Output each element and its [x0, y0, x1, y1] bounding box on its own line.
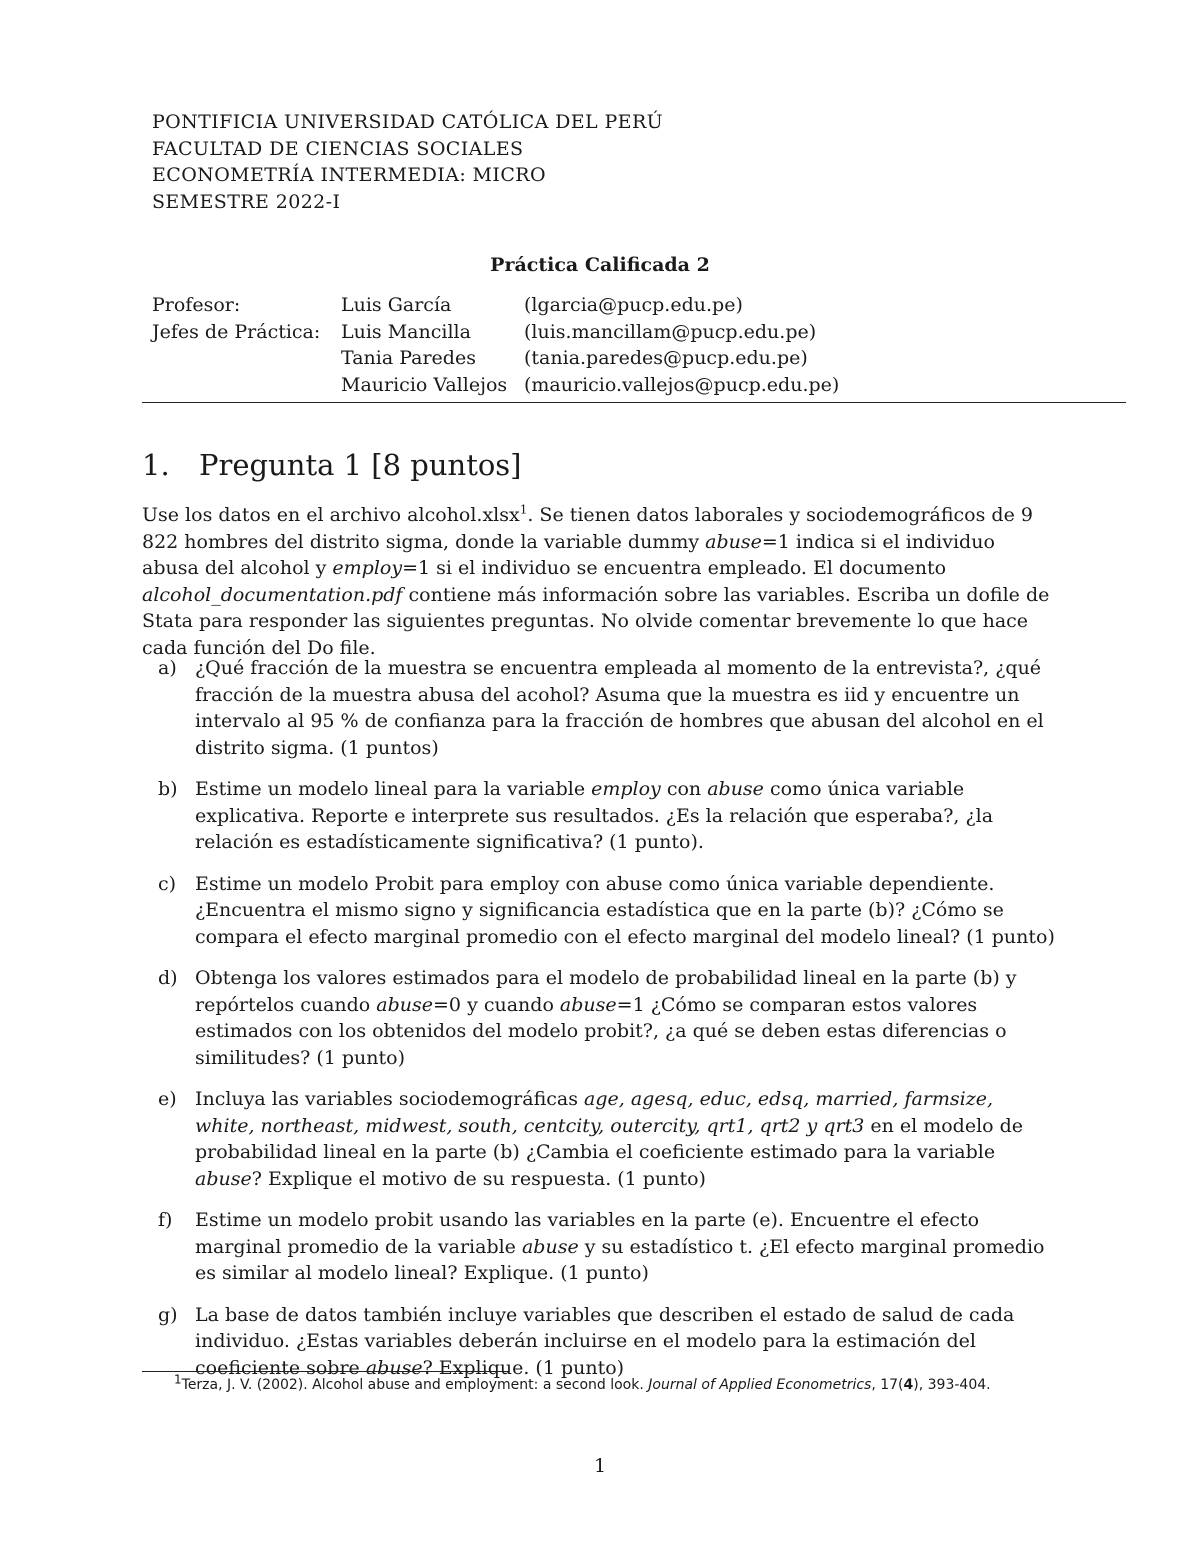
staff-table — [152, 292, 839, 398]
staff-row — [152, 345, 839, 372]
journal-issue: 4 — [903, 1377, 914, 1393]
question-label: d) — [158, 967, 178, 989]
intro-text: . Se tienen datos laborales y sociodemográficos de 9 822 hombres del distrito sigma, donde la variable dummy — [142, 504, 1033, 553]
question-item — [158, 1302, 1058, 1382]
staff-role — [152, 345, 341, 372]
section-title: Pregunta 1 [8 puntos] — [199, 448, 522, 482]
staff-row — [152, 292, 839, 319]
faculty-name: FACULTAD DE CIENCIAS SOCIALES — [152, 137, 524, 160]
variable-name: abuse — [365, 1356, 423, 1379]
intro-text: =1 indica si el individuo abusa del alcohol y — [142, 530, 995, 579]
question-label: a) — [158, 657, 177, 679]
question-item — [158, 965, 1058, 1071]
footnote-ref: 1 — [519, 502, 528, 517]
question-label: c) — [158, 872, 177, 895]
question-text: La base de datos también incluye variables que describen el estado de salud de cada individuo. ¿Estas variables deberán incluirse en el modelo para la estimación del coeficiente sobre abuse? Explique. (1 punto) — [195, 1303, 1015, 1379]
question-text: Estime un modelo Probit para employ con abuse como única variable dependiente. ¿Encuentra el mismo signo y significancia estadística que en la parte (b)? ¿Cómo se compara el efecto marginal promedio con el efecto marginal del modelo lineal? (1 punto) — [195, 872, 1055, 948]
staff-row — [152, 319, 839, 346]
question-item — [158, 776, 1058, 856]
document-name: alcohol_documentation.pdf — [142, 583, 403, 606]
staff-name: Luis García — [341, 294, 452, 316]
variable-name: abuse — [195, 1167, 252, 1190]
question-list — [158, 655, 1058, 1396]
question-item — [158, 1207, 1058, 1287]
exam-title: Práctica Calificada 2 — [490, 254, 710, 276]
staff-email: (mauricio.vallejos@pucp.edu.pe) — [524, 373, 840, 396]
question-text: Estime un modelo probit usando las variables en la parte (e). Encuentre el efecto marginal promedio de la variable abuse y su estadístico t. ¿El efecto marginal promedio es similar al modelo lineal? Explique. (1 punto) — [195, 1209, 1045, 1284]
question-item — [158, 1086, 1058, 1192]
staff-name: Tania Paredes — [341, 347, 476, 369]
section-number: 1. — [142, 448, 170, 482]
question-item — [158, 871, 1058, 951]
question-text: Obtenga los valores estimados para el modelo de probabilidad lineal en la parte (b) y repórtelos cuando abuse=0 y cuando abuse=1 ¿Cómo se comparan estos valores estimados con los obtenidos del modelo probit?, ¿a qué se deben estas diferencias o similitudes? (1 punto) — [195, 967, 1017, 1069]
question-label: f) — [158, 1209, 173, 1231]
page-number: 1 — [593, 1455, 607, 1477]
semester: SEMESTRE 2022-I — [152, 190, 341, 213]
institution-header — [152, 109, 663, 215]
footnote-text: , 17( — [871, 1377, 904, 1393]
variable-name: abuse — [707, 778, 764, 800]
intro-paragraph — [142, 502, 1052, 661]
staff-email: (luis.mancillam@pucp.edu.pe) — [524, 320, 817, 343]
variable-name: abuse — [559, 993, 617, 1016]
intro-text: Use los datos en el archivo alcohol.xlsx — [142, 504, 520, 526]
variable-name: employ — [332, 557, 403, 579]
footnote — [142, 1372, 1072, 1395]
variable-name: abuse — [521, 1235, 579, 1258]
question-label: b) — [158, 778, 178, 800]
footnote-text: ), 393-404. — [913, 1377, 991, 1393]
variable-list: age, agesq, educ, edsq, married, farmsize, white, northeast, midwest, south, centcity, outercity, qrt1, qrt2 y qrt3 — [195, 1088, 993, 1137]
footnote-text: Terza, J. V. (2002). Alcohol abuse and employment: a second look. — [181, 1377, 649, 1393]
intro-text: contiene más información sobre las variables. Escriba un dofile de Stata para responder las siguientes preguntas. No olvide comentar brevemente lo que hace cada función del Do file. — [142, 583, 1050, 659]
journal-name: Journal of Applied Econometrics — [648, 1377, 872, 1393]
question-text: Incluya las variables sociodemográficas age, agesq, educ, edsq, married, farmsize, white, northeast, midwest, south, centcity, outercity, qrt1, qrt2 y qrt3 en el modelo de probabilidad lineal en la parte (b) ¿Cambia el coeficiente estimado para la variable abuse? Explique el motivo de su respuesta. (1 punto) — [195, 1088, 1024, 1190]
course-name: ECONOMETRÍA INTERMEDIA: MICRO — [152, 164, 546, 186]
question-label: e) — [158, 1088, 177, 1110]
staff-email: (lgarcia@pucp.edu.pe) — [524, 294, 743, 316]
staff-role: Profesor: — [152, 294, 241, 316]
question-text: ¿Qué fracción de la muestra se encuentra empleada al momento de la entrevista?, ¿qué fracción de la muestra abusa del acohol? Asuma que la muestra es iid y encuentre un intervalo al 95 % de confianza para la fracción de hombres que abusan del alcohol en el distrito sigma. (1 puntos) — [195, 657, 1044, 759]
variable-name: abuse — [705, 530, 762, 553]
section-heading — [142, 448, 522, 482]
header-divider — [142, 402, 1126, 403]
question-text: Estime un modelo lineal para la variable employ con abuse como única variable explicativa. Reporte e interprete sus resultados. ¿Es la relación que esperaba?, ¿la relación es estadísticamente significativa? (1 punto). — [195, 778, 994, 853]
footnote-divider — [142, 1371, 509, 1372]
staff-name: Mauricio Vallejos — [341, 373, 508, 396]
intro-text: =1 si el individuo se encuentra empleado. El documento — [402, 557, 947, 579]
staff-row — [152, 372, 839, 399]
staff-role — [152, 372, 341, 399]
question-item — [158, 655, 1058, 761]
footnote-mark: 1 — [174, 1372, 182, 1387]
variable-name: abuse — [376, 993, 434, 1016]
variable-name: employ — [591, 778, 661, 800]
university-name: PONTIFICIA UNIVERSIDAD CATÓLICA DEL PERÚ — [152, 111, 664, 133]
question-label: g) — [158, 1303, 178, 1326]
staff-name: Luis Mancilla — [341, 320, 471, 343]
staff-email: (tania.paredes@pucp.edu.pe) — [524, 347, 808, 369]
staff-role: Jefes de Práctica: — [152, 320, 321, 343]
